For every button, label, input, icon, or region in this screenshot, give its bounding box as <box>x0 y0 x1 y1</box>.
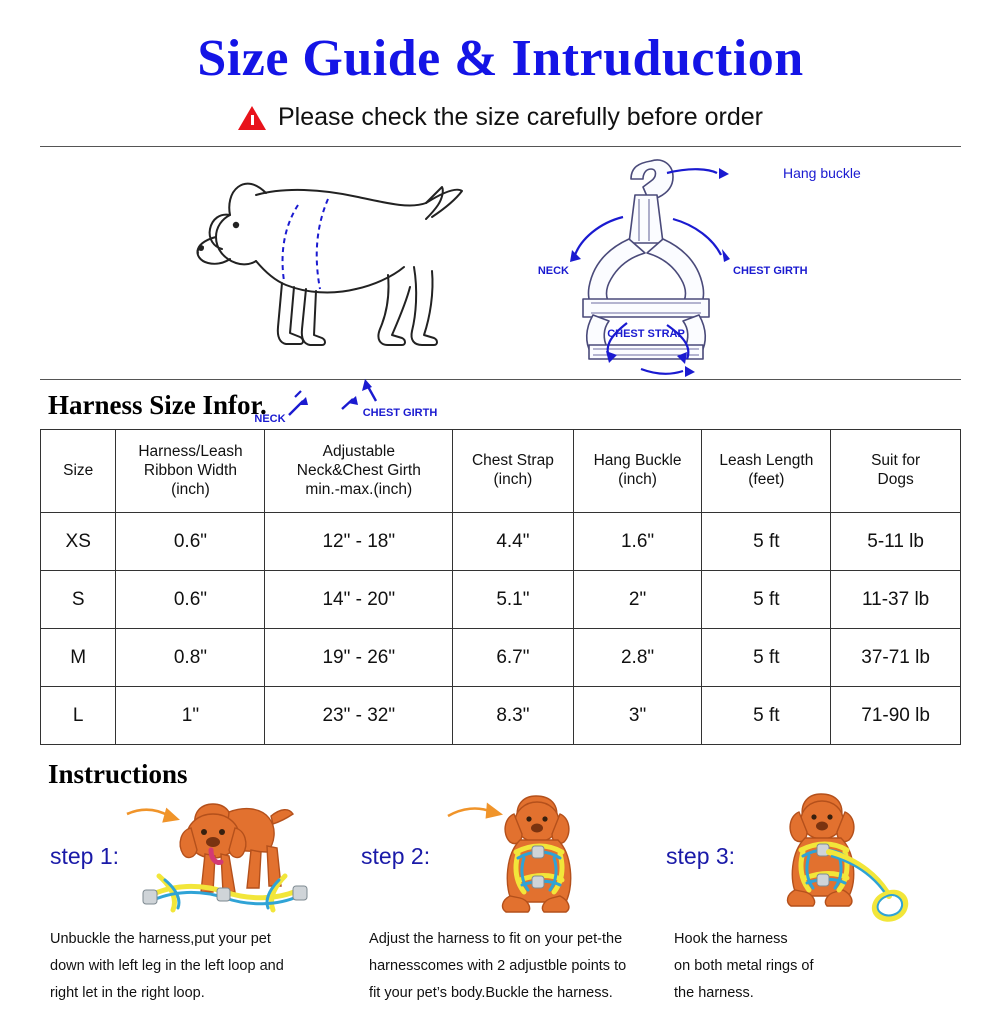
harness-chest-label: CHEST GIRTH <box>732 265 808 278</box>
size-section-title: Harness Size Infor. <box>48 390 267 421</box>
table-row <box>41 629 961 687</box>
harness-chest-strap-label: CHEST STRAP <box>606 328 685 341</box>
col-header-hang-buckle: Hang Buckle (inch) <box>573 430 702 513</box>
step-2-label: step 2: <box>361 842 431 869</box>
col-header-leash-length: Leash Length (feet) <box>702 430 831 513</box>
cell-hang-buckle: 2" <box>573 571 702 629</box>
cell-suit-for-dogs: 11-37 lb <box>831 571 961 629</box>
step-1-illustration <box>121 792 351 920</box>
dog-sitting-harness-svg <box>432 792 652 920</box>
warning-row <box>40 103 961 132</box>
col-header-girth: Adjustable Neck&Chest Girth min.-max.(inch) <box>265 430 453 513</box>
cell-leash-length: 5 ft <box>702 687 831 745</box>
instructions-title: Instructions <box>48 759 188 790</box>
instruction-step-2 <box>351 792 656 1006</box>
cell-ribbon: 0.6" <box>116 513 265 571</box>
cell-chest-strap: 4.4" <box>453 513 574 571</box>
dog-chest-label: CHEST GIRTH <box>362 407 438 420</box>
col-header-suit-for-dogs: Suit for Dogs <box>831 430 961 513</box>
cell-hang-buckle: 1.6" <box>573 513 702 571</box>
step-1-label: step 1: <box>50 842 120 869</box>
cell-girth: 14" - 20" <box>265 571 453 629</box>
col-header-chest-strap: Chest Strap (inch) <box>453 430 574 513</box>
cell-hang-buckle: 2.8" <box>573 629 702 687</box>
cell-leash-length: 5 ft <box>702 571 831 629</box>
step-1-head <box>40 792 351 920</box>
table-row <box>41 571 961 629</box>
dog-neck-label: NECK <box>254 413 286 426</box>
cell-ribbon: 1" <box>116 687 265 745</box>
col-header-size: Size <box>41 430 116 513</box>
dog-standing-harness-svg <box>121 792 351 920</box>
cell-chest-strap: 5.1" <box>453 571 574 629</box>
step-3-label: step 3: <box>666 842 736 869</box>
cell-leash-length: 5 ft <box>702 513 831 571</box>
step-2-head <box>351 792 656 920</box>
table-header-row <box>41 430 961 513</box>
step-3-head <box>656 792 961 920</box>
cell-girth: 12" - 18" <box>265 513 453 571</box>
cell-size: M <box>41 629 116 687</box>
divider-mid <box>40 379 961 380</box>
step-1-text: Unbuckle the harness,put your pet down with left leg in the left loop and right let in the right loop. <box>50 931 284 1001</box>
cell-hang-buckle: 3" <box>573 687 702 745</box>
size-guide-page <box>0 30 1001 1031</box>
cell-chest-strap: 8.3" <box>453 687 574 745</box>
instruction-steps <box>40 792 961 1006</box>
col-header-ribbon-width: Harness/Leash Ribbon Width (inch) <box>116 430 265 513</box>
instruction-step-1 <box>40 792 351 1006</box>
cell-ribbon: 0.6" <box>116 571 265 629</box>
harness-size-table <box>40 429 961 745</box>
step-2-illustration <box>432 792 656 920</box>
cell-size: L <box>41 687 116 745</box>
cell-girth: 19" - 26" <box>265 629 453 687</box>
cell-size: XS <box>41 513 116 571</box>
cell-leash-length: 5 ft <box>702 629 831 687</box>
warning-triangle-icon <box>238 106 266 130</box>
cell-suit-for-dogs: 71-90 lb <box>831 687 961 745</box>
cell-size: S <box>41 571 116 629</box>
warning-text: Please check the size carefully before order <box>278 103 763 132</box>
dog-with-leash-svg <box>737 792 937 920</box>
cell-chest-strap: 6.7" <box>453 629 574 687</box>
harness-neck-label: NECK <box>537 265 569 278</box>
page-title: Size Guide & Intruduction <box>197 30 804 87</box>
table-row <box>41 513 961 571</box>
harness-hang-buckle-label: Hang buckle <box>782 165 861 182</box>
step-3-illustration <box>737 792 961 920</box>
instruction-step-3 <box>656 792 961 1006</box>
harness-measurement-diagram <box>501 147 962 365</box>
step-3-text: Hook the harness on both metal rings of the harness. <box>674 931 814 1001</box>
cell-suit-for-dogs: 5-11 lb <box>831 513 961 571</box>
cell-ribbon: 0.8" <box>116 629 265 687</box>
cell-suit-for-dogs: 37-71 lb <box>831 629 961 687</box>
table-row <box>41 687 961 745</box>
cell-girth: 23" - 32" <box>265 687 453 745</box>
harness-outline-svg <box>531 147 931 365</box>
step-2-text: Adjust the harness to fit on your pet-the harnesscomes with 2 adjustble points to fit your pet’s body.Buckle the harness. <box>369 931 627 1001</box>
